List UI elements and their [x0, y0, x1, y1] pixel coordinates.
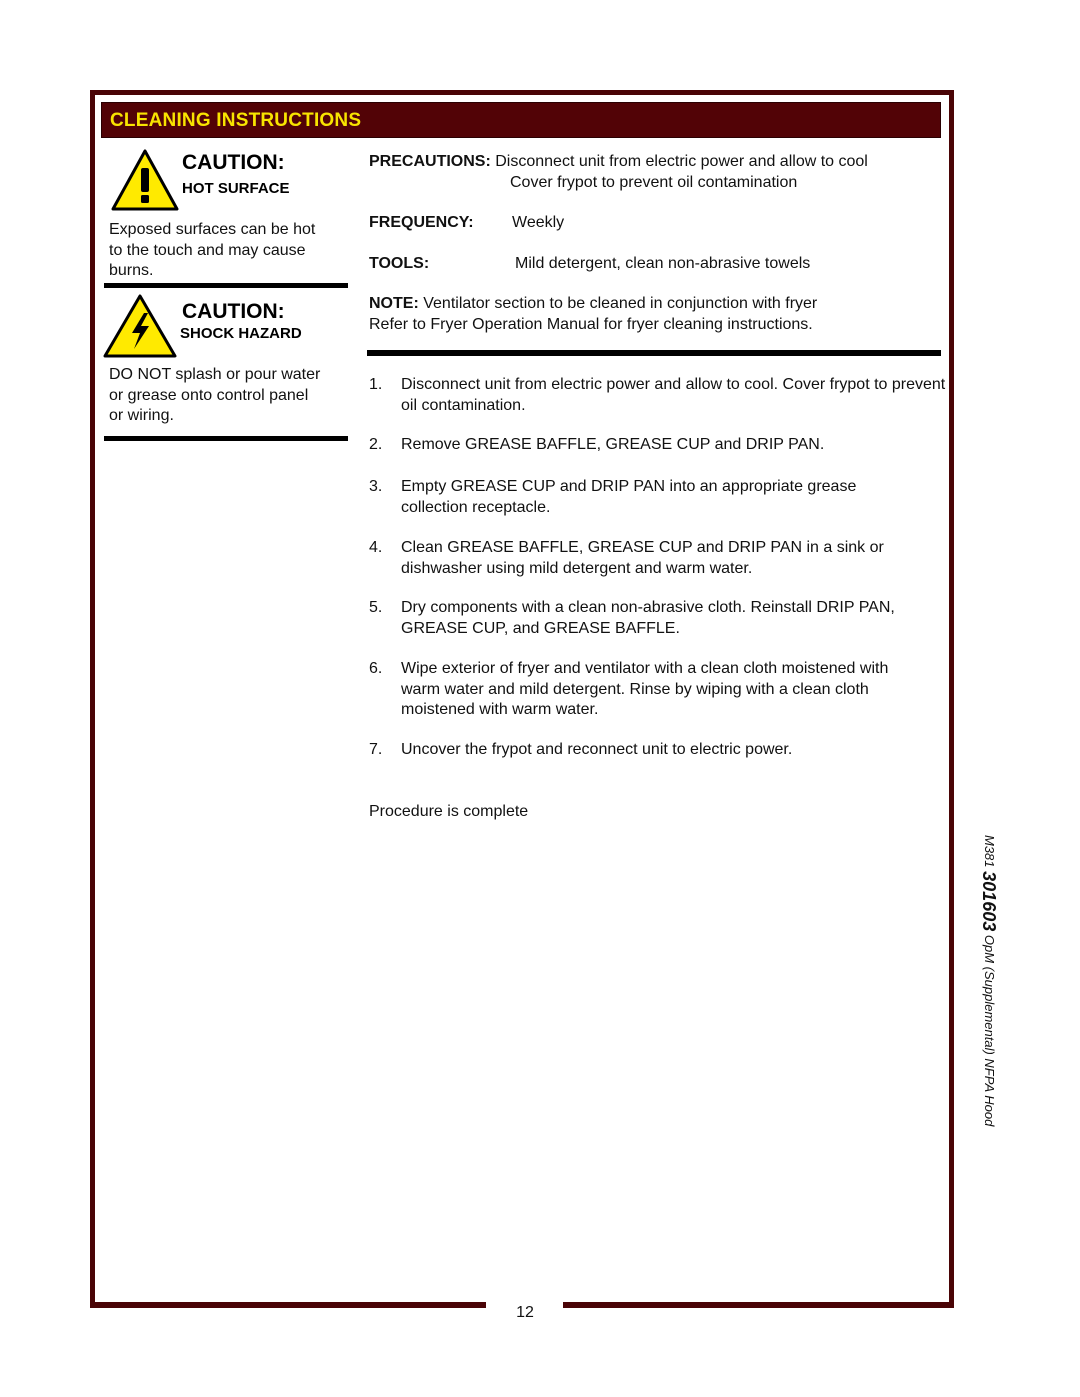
hot-surface-subheading: HOT SURFACE	[182, 180, 290, 197]
note-value-line2: Refer to Fryer Operation Manual for fryer cleaning instructions.	[369, 316, 813, 333]
step-number: 1.	[369, 376, 383, 393]
hot-surface-text-line: to the touch and may cause	[109, 241, 306, 259]
document-prefix: M381	[982, 835, 997, 868]
note-label: NOTE:	[369, 295, 419, 312]
divider	[104, 283, 348, 288]
frequency-label: FREQUENCY:	[369, 214, 474, 231]
step-text: Disconnect unit from electric power and allow to cool. Cover frypot to prevent oil contamination.	[401, 376, 946, 414]
shock-hazard-subheading: SHOCK HAZARD	[180, 325, 302, 342]
exclamation-warning-icon	[110, 148, 180, 212]
step-number: 2.	[369, 436, 383, 453]
section-title: CLEANING INSTRUCTIONS	[110, 110, 362, 131]
page-frame-bottom-left	[90, 1302, 486, 1308]
hot-surface-text-line: Exposed surfaces can be hot	[109, 221, 316, 238]
shock-hazard-text	[109, 365, 354, 427]
shock-hazard-text-line: or wiring.	[109, 407, 174, 424]
divider	[104, 436, 348, 441]
step-number: 7.	[369, 741, 383, 758]
frequency-row	[369, 213, 474, 234]
document-number: 301603	[979, 871, 999, 932]
precautions-row	[369, 152, 868, 173]
section-title-bar	[101, 102, 941, 138]
precautions-value: Disconnect unit from electric power and allow to cool	[495, 153, 868, 170]
tools-value: Mild detergent, clean non-abrasive towels	[515, 255, 811, 272]
step-text: Remove GREASE BAFFLE, GREASE CUP and DRIP PAN.	[401, 436, 825, 453]
hot-surface-text	[109, 220, 349, 282]
step-number: 4.	[369, 539, 383, 556]
hot-surface-caution-heading: CAUTION:	[182, 151, 285, 174]
document-code	[978, 835, 999, 1126]
precautions-value-line2: Cover frypot to prevent oil contamination	[510, 174, 798, 191]
page-number: 12	[516, 1304, 534, 1321]
shock-hazard-text-line: DO NOT splash or pour water	[109, 366, 321, 383]
tools-label: TOOLS:	[369, 255, 430, 272]
document-title: OpM (Supplemental) NFPA Hood	[982, 934, 997, 1127]
note-row	[369, 294, 817, 315]
page-frame-right	[949, 90, 954, 1307]
frequency-value: Weekly	[512, 214, 565, 231]
step-text: Dry components with a clean non-abrasive cloth. Reinstall DRIP PAN, GREASE CUP, and GREASE BAFFLE.	[401, 599, 895, 637]
step-number: 5.	[369, 599, 383, 616]
step-text: Wipe exterior of fryer and ventilator with a clean cloth moistened with warm water and mild detergent. Rinse by wiping with a clean cloth moistened with warm water.	[401, 660, 889, 718]
completion-text: Procedure is complete	[369, 803, 529, 820]
step-number: 3.	[369, 478, 383, 495]
step-number: 6.	[369, 660, 383, 677]
tools-row	[369, 254, 429, 275]
shock-hazard-caution-heading: CAUTION:	[182, 300, 285, 323]
divider	[367, 350, 941, 356]
step-text: Uncover the frypot and reconnect unit to electric power.	[401, 741, 793, 758]
precautions-label: PRECAUTIONS:	[369, 153, 491, 170]
step-text: Empty GREASE CUP and DRIP PAN into an appropriate grease collection receptacle.	[401, 478, 857, 516]
page-frame-left	[90, 90, 95, 1307]
note-value: Ventilator section to be cleaned in conjunction with fryer	[423, 295, 818, 312]
electric-shock-warning-icon	[102, 293, 178, 359]
shock-hazard-text-line: or grease onto control panel	[109, 386, 309, 404]
page-frame-top	[90, 90, 954, 95]
step-text: Clean GREASE BAFFLE, GREASE CUP and DRIP PAN in a sink or dishwasher using mild detergent and warm water.	[401, 539, 884, 577]
page-frame-bottom-right	[563, 1302, 954, 1308]
hot-surface-text-line: burns.	[109, 262, 154, 279]
